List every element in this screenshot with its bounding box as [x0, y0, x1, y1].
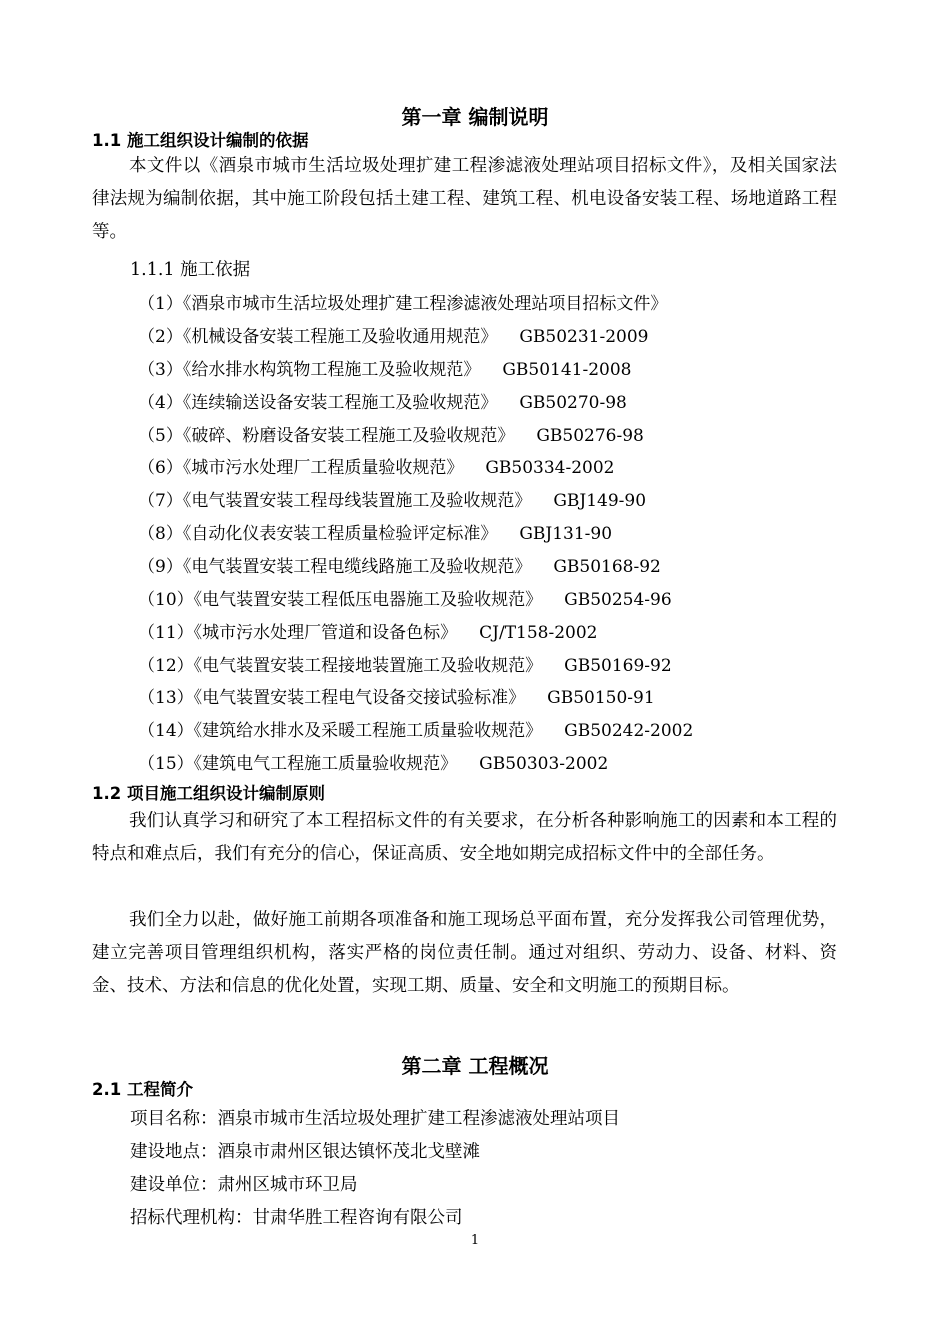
reference-title: 《建筑给水排水及采暖工程施工质量验收规范》 [193, 721, 543, 741]
reference-code: GB50270-98 [519, 393, 627, 413]
construction-site-line: 建设地点：酒泉市肃州区银达镇怀茂北戈壁滩 [130, 1142, 480, 1162]
section-2-1-title: 2.1 工程简介 [92, 1080, 193, 1099]
reference-title: 《电气装置安装工程电气设备交接试验标准》 [193, 688, 526, 708]
section-1-1-title: 1.1 施工组织设计编制的依据 [92, 131, 309, 150]
reference-number: （12） [138, 656, 194, 676]
reference-code: GB50169-92 [564, 656, 672, 676]
section-1-1-paragraph: 本文件以《酒泉市城市生活垃圾处理扩建工程渗滤液处理站项目招标文件》，及相关国家法律法规为编制依据，其中施工阶段包括土建工程、建筑工程、机电设备安装工程、场地道路工程等。 [92, 156, 837, 242]
page-number: 1 [470, 1233, 480, 1248]
list-item [138, 355, 632, 380]
reference-number: （15） [138, 754, 194, 774]
reference-number: （2） [138, 327, 183, 347]
reference-number: （1） [138, 294, 183, 314]
bidding-agency-line: 招标代理机构：甘肃华胜工程咨询有限公司 [130, 1208, 463, 1228]
reference-code: GB50150-91 [547, 688, 655, 708]
reference-title: 《破碎、粉磨设备安装工程施工及验收规范》 [182, 426, 515, 446]
list-item [138, 519, 612, 544]
reference-title: 《城市污水处理厂工程质量验收规范》 [182, 458, 464, 478]
list-item [138, 322, 649, 347]
reference-code: GB50334-2002 [485, 458, 615, 478]
list-item [138, 618, 598, 643]
list-item [138, 421, 644, 446]
reference-title: 《电气装置安装工程接地装置施工及验收规范》 [193, 656, 543, 676]
reference-code: CJ/T158-2002 [479, 623, 598, 643]
reference-number: （13） [138, 688, 194, 708]
reference-number: （3） [138, 360, 183, 380]
list-item [138, 585, 672, 610]
chapter-2-title: 第二章 工程概况 [401, 1054, 549, 1078]
reference-code: GB50254-96 [564, 590, 672, 610]
construction-unit-line: 建设单位：肃州区城市环卫局 [130, 1175, 358, 1195]
reference-title: 《城市污水处理厂管道和设备色标》 [193, 623, 458, 643]
reference-title: 《电气装置安装工程低压电器施工及验收规范》 [193, 590, 543, 610]
reference-number: （5） [138, 426, 183, 446]
list-item [138, 289, 667, 314]
list-item [138, 388, 627, 413]
reference-code: GB50168-92 [553, 557, 661, 577]
list-item [138, 749, 608, 774]
section-1-2-paragraph-1: 我们认真学习和研究了本工程招标文件的有关要求，在分析各种影响施工的因素和本工程的特点和难点后，我们有充分的信心，保证高质、安全地如期完成招标文件中的全部任务。 [92, 811, 837, 864]
list-item [138, 486, 646, 511]
reference-number: （14） [138, 721, 194, 741]
chapter-1-title: 第一章 编制说明 [401, 105, 549, 129]
reference-title: 《电气装置安装工程电缆线路施工及验收规范》 [182, 557, 532, 577]
reference-code: GB50303-2002 [479, 754, 609, 774]
reference-title: 《连续输送设备安装工程施工及验收规范》 [182, 393, 498, 413]
section-1-2-title: 1.2 项目施工组织设计编制原则 [92, 784, 325, 803]
reference-code: GBJ149-90 [553, 491, 647, 511]
reference-code: GB50141-2008 [502, 360, 632, 380]
reference-code: GB50231-2009 [519, 327, 649, 347]
reference-code: GB50242-2002 [564, 721, 694, 741]
reference-number: （4） [138, 393, 183, 413]
reference-code: GB50276-98 [536, 426, 644, 446]
reference-number: （10） [138, 590, 194, 610]
reference-code: GBJ131-90 [519, 524, 613, 544]
project-name-line: 项目名称：酒泉市城市生活垃圾处理扩建工程渗滤液处理站项目 [130, 1109, 620, 1129]
list-item [138, 683, 655, 708]
reference-title: 《酒泉市城市生活垃圾处理扩建工程渗滤液处理站项目招标文件》 [182, 294, 668, 314]
reference-number: （6） [138, 458, 183, 478]
reference-number: （8） [138, 524, 183, 544]
subsection-1-1-1-title: 1.1.1 施工依据 [130, 260, 251, 280]
reference-title: 《机械设备安装工程施工及验收通用规范》 [182, 327, 498, 347]
list-item [138, 716, 693, 741]
section-1-2-paragraph-2: 我们全力以赴，做好施工前期各项准备和施工现场总平面布置，充分发挥我公司管理优势，建立完善项目管理组织机构，落实严格的岗位责任制。通过对组织、劳动力、设备、材料、资金、技术、方法和信息的优化处置，实现工期、质量、安全和文明施工的预期目标。 [92, 910, 837, 996]
reference-number: （9） [138, 557, 183, 577]
reference-title: 《自动化仪表安装工程质量检验评定标准》 [182, 524, 498, 544]
reference-title: 《建筑电气工程施工质量验收规范》 [193, 754, 458, 774]
list-item [138, 552, 661, 577]
list-item [138, 651, 672, 676]
reference-number: （7） [138, 491, 183, 511]
reference-number: （11） [138, 623, 194, 643]
list-item [138, 453, 615, 478]
reference-title: 《给水排水构筑物工程施工及验收规范》 [182, 360, 481, 380]
reference-title: 《电气装置安装工程母线装置施工及验收规范》 [182, 491, 532, 511]
